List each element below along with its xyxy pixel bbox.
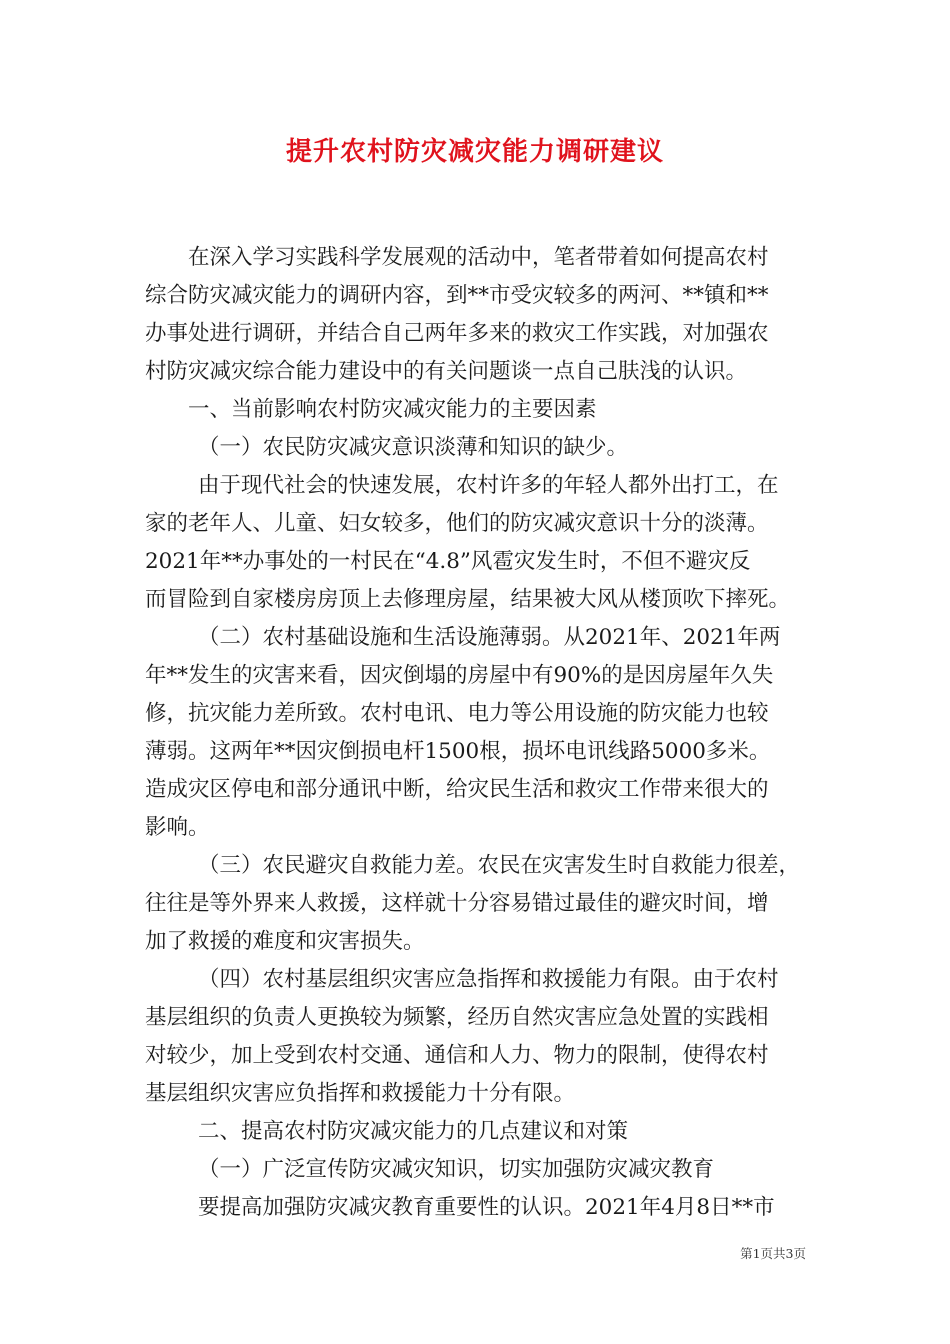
body-line: 年**发生的灾害来看，因灾倒塌的房屋中有90%的是因房屋年久失 bbox=[145, 663, 774, 688]
body-line: 综合防灾减灾能力的调研内容，到**市受灾较多的两河、**镇和** bbox=[145, 283, 769, 308]
body-line: 由于现代社会的快速发展，农村许多的年轻人都外出打工，在 bbox=[198, 473, 779, 498]
section-heading: 一、当前影响农村防灾减灾能力的主要因素 bbox=[188, 397, 597, 422]
subsection-heading: （一）广泛宣传防灾减灾知识，切实加强防灾减灾教育 bbox=[198, 1157, 715, 1182]
body-line: 村防灾减灾综合能力建设中的有关问题谈一点自己肤浅的认识。 bbox=[145, 359, 748, 384]
page-title: 提升农村防灾减灾能力调研建议 bbox=[285, 137, 664, 167]
body-line: 基层组织的负责人更换较为频繁，经历自然灾害应急处置的实践相 bbox=[145, 1005, 769, 1030]
body-line: 往往是等外界来人救援，这样就十分容易错过最佳的避灾时间，增 bbox=[145, 891, 769, 916]
body-line: 在深入学习实践科学发展观的活动中，笔者带着如何提高农村 bbox=[188, 245, 769, 270]
body-line: 基层组织灾害应负指挥和救援能力十分有限。 bbox=[145, 1081, 576, 1106]
body-line: （二）农村基础设施和生活设施薄弱。从2021年、2021年两 bbox=[198, 625, 781, 650]
body-line: 要提高加强防灾减灾教育重要性的认识。2021年4月8日**市 bbox=[198, 1195, 775, 1220]
body-line: 而冒险到自家楼房房顶上去修理房屋，结果被大风从楼顶吹下摔死。 bbox=[145, 587, 791, 612]
body-line: 造成灾区停电和部分通讯中断，给灾民生活和救灾工作带来很大的 bbox=[145, 777, 769, 802]
body-line: 2021年**办事处的一村民在“4.8”风雹灾发生时，不但不避灾反 bbox=[145, 549, 751, 574]
page-number: 第1页共3页 bbox=[740, 1246, 806, 1261]
section-heading: 二、提高农村防灾减灾能力的几点建议和对策 bbox=[198, 1119, 629, 1144]
body-line: 影响。 bbox=[145, 815, 210, 840]
subsection-heading: （一）农民防灾减灾意识淡薄和知识的缺少。 bbox=[198, 435, 629, 460]
body-line: 办事处进行调研，并结合自己两年多来的救灾工作实践，对加强农 bbox=[145, 321, 769, 346]
body-line: （三）农民避灾自救能力差。农民在灾害发生时自救能力很差， bbox=[198, 853, 801, 878]
body-line: 修，抗灾能力差所致。农村电讯、电力等公用设施的防灾能力也较 bbox=[145, 701, 769, 726]
body-line: （四）农村基层组织灾害应急指挥和救援能力有限。由于农村 bbox=[198, 967, 779, 992]
body-line: 加了救援的难度和灾害损失。 bbox=[145, 929, 425, 954]
body-line: 薄弱。这两年**因灾倒损电杆1500根，损坏电讯线路5000多米。 bbox=[145, 739, 771, 764]
body-line: 对较少，加上受到农村交通、通信和人力、物力的限制，使得农村 bbox=[145, 1043, 769, 1068]
body-line: 家的老年人、儿童、妇女较多，他们的防灾减灾意识十分的淡薄。 bbox=[145, 511, 769, 536]
